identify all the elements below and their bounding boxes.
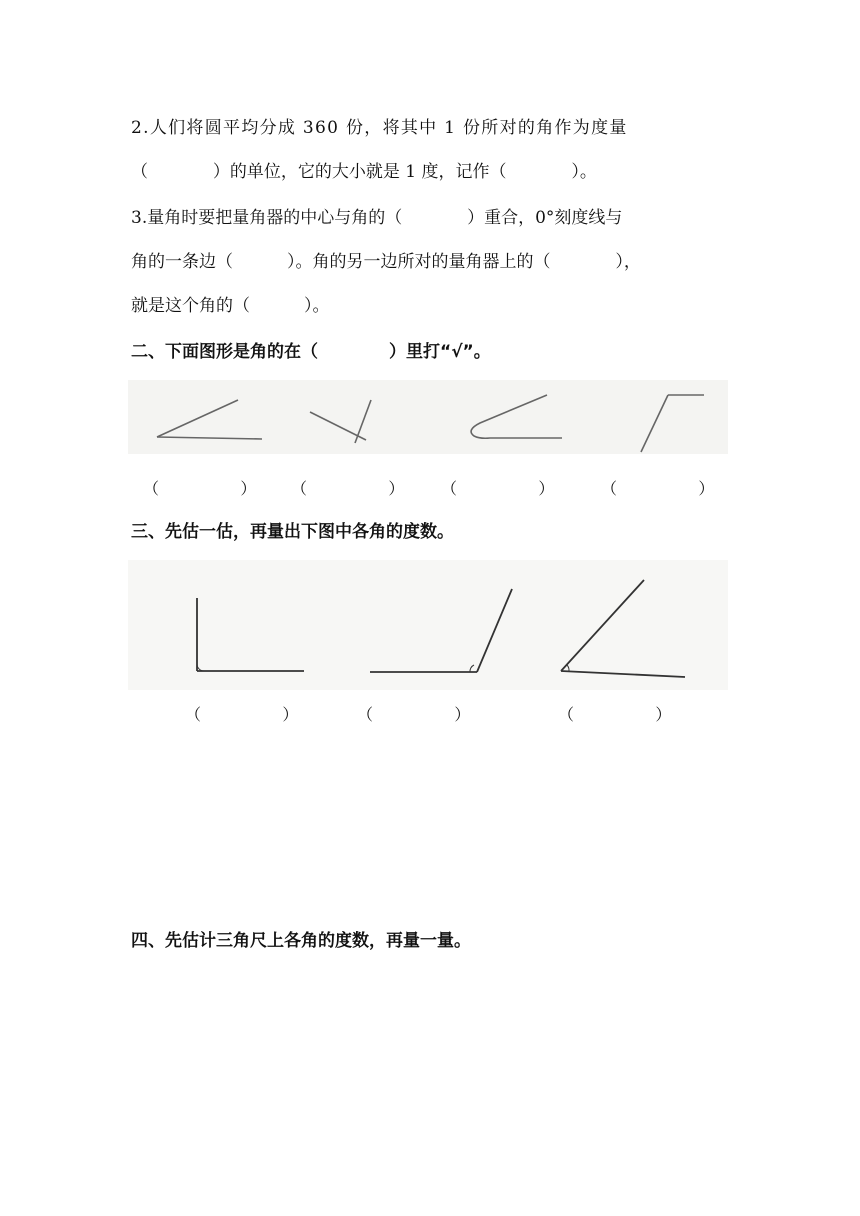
section-3-title: 三、先估一估，再量出下图中各角的度数。: [131, 522, 454, 542]
section-2-answer-2[interactable]: （ ）: [291, 479, 405, 498]
q3-line-3: 就是这个角的（ ）。: [131, 296, 330, 316]
section-3-answer-3[interactable]: （ ）: [558, 705, 672, 724]
section-4-title: 四、先估计三角尺上各角的度数，再量一量。: [131, 931, 471, 951]
section-2-answer-1[interactable]: （ ）: [143, 479, 257, 498]
q2-line-1: 2.人们将圆平均分成 360 份，将其中 1 份所对的角作为度量: [131, 118, 628, 138]
section-2-answer-3[interactable]: （ ）: [441, 479, 555, 498]
section-2-answer-4[interactable]: （ ）: [601, 479, 715, 498]
q3-line-2: 角的一条边（ ）。角的另一边所对的量角器上的（ ），: [131, 252, 641, 272]
q3-line-1: 3.量角时要把量角器的中心与角的（ ）重合，0°刻度线与: [131, 208, 623, 228]
q2-line-2: （ ）的单位，它的大小就是 1 度，记作（ ）。: [131, 162, 597, 182]
section-2-title: 二、下面图形是角的在（ ）里打“√”。: [131, 342, 491, 362]
section-3-answer-1[interactable]: （ ）: [185, 705, 299, 724]
section-3-answer-2[interactable]: （ ）: [357, 705, 471, 724]
